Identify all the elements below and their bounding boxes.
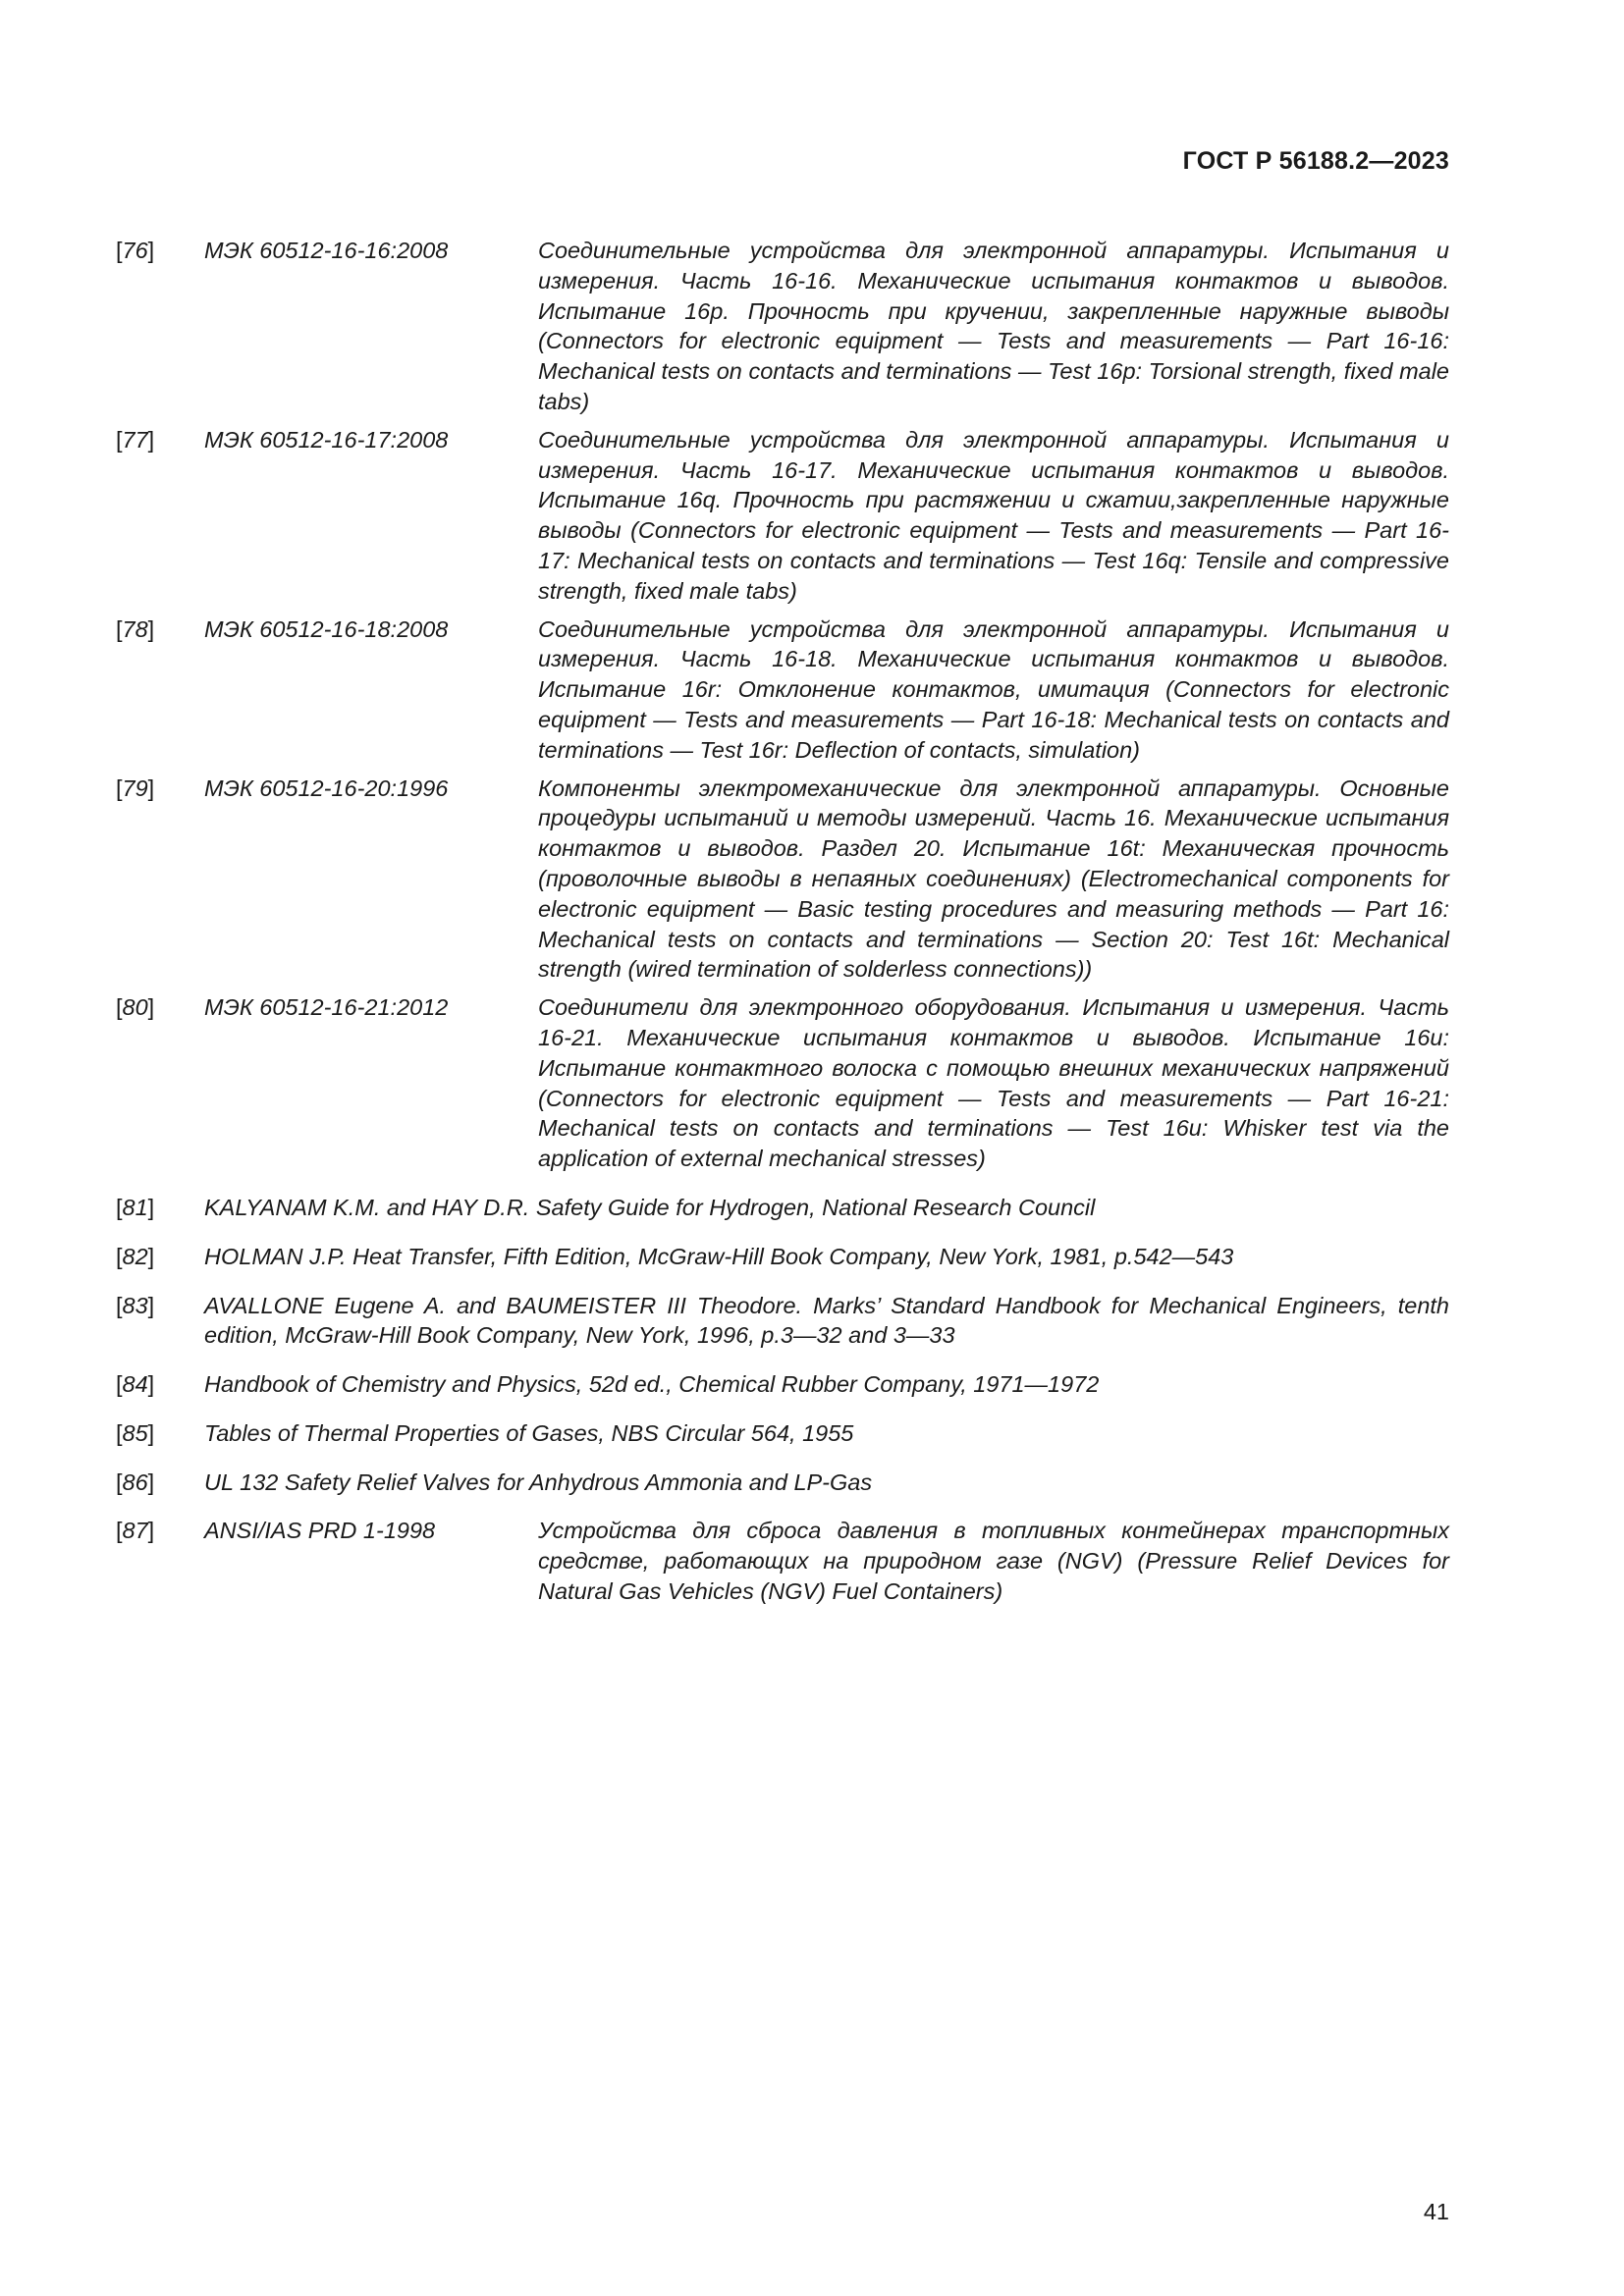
reference-text: HOLMAN J.P. Heat Transfer, Fifth Edition, McGraw-Hill Book Company, New York, 1981, p.542—543 — [204, 1243, 1234, 1269]
reference-number: [78] — [116, 615, 155, 642]
reference-number: [83] — [116, 1292, 155, 1318]
reference-number: [77] — [116, 426, 155, 453]
reference-code: МЭК 60512-16-18:2008 — [204, 615, 449, 642]
reference-code: ANSI/IAS PRD 1-1998 — [204, 1518, 436, 1544]
reference-number: [76] — [116, 238, 155, 263]
reference-code: МЭК 60512-16-16:2008 — [204, 238, 449, 263]
reference-title: Соединительные устройства для электронной аппаратуры. Испытания и измерения. Часть 16-17. Механические испытания контактов и выводов. Испытание 16q. Прочность при растяжении и сжатии,закрепленные наружные выводы (Connectors for electronic equipment — Tests and measurements — Part 16-17: Mechanical tests on contacts and terminations — Test 16q: Tensile and compressive strength, fixed male tabs) — [538, 426, 1449, 604]
reference-item — [116, 236, 1449, 417]
reference-number: [82] — [116, 1243, 155, 1269]
reference-item — [116, 1516, 1449, 1606]
reference-number: [84] — [116, 1371, 155, 1398]
reference-item — [116, 425, 1449, 607]
reference-number: [87] — [116, 1518, 155, 1544]
document-header: ГОСТ Р 56188.2—2023 — [1182, 147, 1449, 175]
reference-text: AVALLONE Eugene A. and BAUMEISTER III Theodore. Marks’ Standard Handbook for Mechanical Engineers, tenth edition, McGraw-Hill Book Company, New York, 1996, p.3—32 and 3—33 — [204, 1292, 1449, 1349]
reference-item — [116, 992, 1449, 1174]
reference-title: Соединительные устройства для электронной аппаратуры. Испытания и измерения. Часть 16-16. Механические испытания контактов и выводов. Испытание 16p. Прочность при кручении, закрепленные наружные выводы (Connectors for electronic equipment — Tests and measurements — Part 16-16: Mechanical tests on contacts and terminations — Test 16p: Torsional strength, fixed male tabs) — [538, 238, 1449, 414]
page-number: 41 — [1423, 2199, 1449, 2224]
reference-number: [81] — [116, 1194, 155, 1220]
reference-number: [86] — [116, 1468, 155, 1495]
reference-title: Соединительные устройства для электронной аппаратуры. Испытания и измерения. Часть 16-18. Механические испытания контактов и выводов. Испытание 16r: Отклонение контактов, имитация (Connectors for electronic equipment — Tests and measurements — Part 16-18: Mechanical tests on contacts and terminations — Test 16r: Deflection of contacts, simulation) — [538, 615, 1450, 763]
reference-text: KALYANAM K.M. and HAY D.R. Safety Guide for Hydrogen, National Research Council — [204, 1194, 1096, 1220]
reference-title: Устройства для сброса давления в топливных контейнерах транспортных средстве, работающих на природном газе (NGV) (Pressure Relief Devices for Natural Gas Vehicles (NGV) Fuel Containers) — [538, 1518, 1449, 1605]
reference-text: Tables of Thermal Properties of Gases, NBS Circular 564, 1955 — [204, 1419, 854, 1446]
reference-code: МЭК 60512-16-20:1996 — [204, 774, 449, 801]
reference-item — [116, 1193, 1449, 1223]
reference-item — [116, 774, 1449, 986]
reference-title: Соединители для электронного оборудования. Испытания и измерения. Часть 16-21. Механические испытания контактов и выводов. Испытание 16u: Испытание контактного волоска с помощью внешних механических напряжений (Connectors for electronic equipment — Tests and measurements — Part 16-21: Mechanical tests on contacts and terminations — Test 16u: Whisker test via the application of external mechanical stresses) — [538, 994, 1449, 1172]
reference-number: [80] — [116, 994, 155, 1021]
reference-text: UL 132 Safety Relief Valves for Anhydrous Ammonia and LP-Gas — [204, 1468, 873, 1495]
reference-text: Handbook of Chemistry and Physics, 52d ed., Chemical Rubber Company, 1971—1972 — [204, 1371, 1100, 1398]
reference-item — [116, 1418, 1449, 1449]
reference-number: [85] — [116, 1419, 155, 1446]
bibliography-list — [116, 236, 1449, 1615]
reference-code: МЭК 60512-16-17:2008 — [204, 426, 449, 453]
reference-item — [116, 1369, 1449, 1400]
reference-title: Компоненты электромеханические для электронной аппаратуры. Основные процедуры испытаний и методы измерений. Часть 16. Механические испытания контактов и выводов. Раздел 20. Испытание 16t: Механическая прочность (проволочные выводы в непаяных соединениях) (Electromechanical components for electronic equipment — Basic testing procedures and measuring methods — Part 16: Mechanical tests on contacts and terminations — Section 20: Test 16t: Mechanical strength (wired termination of solderless connections)) — [538, 774, 1449, 983]
reference-item — [116, 614, 1449, 766]
reference-item — [116, 1291, 1449, 1352]
reference-number: [79] — [116, 774, 155, 801]
reference-code: МЭК 60512-16-21:2012 — [204, 994, 449, 1021]
reference-item — [116, 1242, 1449, 1272]
reference-item — [116, 1468, 1449, 1498]
